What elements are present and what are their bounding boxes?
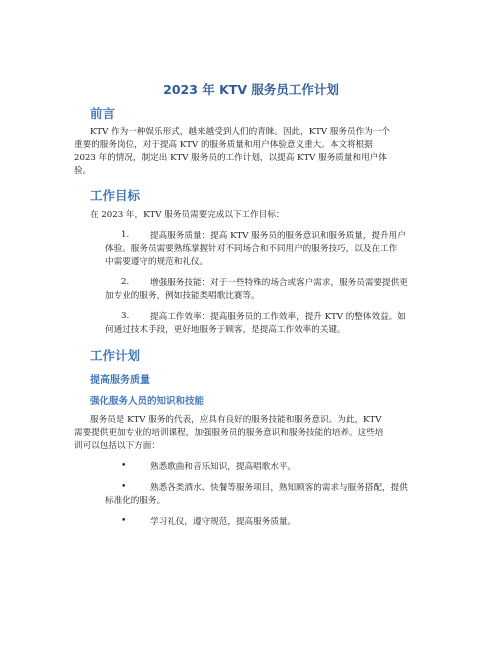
goal-number: 2. <box>121 277 130 287</box>
bullet-line: 熟悉歌曲和音乐知识，提高唱歌水平。 <box>150 462 297 472</box>
subsubsection-heading: 强化服务人员的知识和技能 <box>90 396 205 407</box>
section-heading-goals: 工作目标 <box>90 188 141 203</box>
subsection-heading: 提高服务质量 <box>90 375 150 386</box>
bullet-line: 学习礼仪，遵守规范，提高服务质量。 <box>150 517 297 527</box>
goal-line: 何通过技术手段，更好地服务于顾客，是提高工作效率的关键。 <box>105 325 346 335</box>
intro-line: 验。 <box>74 166 92 176</box>
intro-line: 重要的服务岗位，对于提高 KTV 的服务质量和用户体验意义重大。本文将根据 <box>74 140 373 150</box>
section-heading-plan: 工作计划 <box>90 348 141 363</box>
goal-line: 增强服务技能：对于一些特殊的场合或客户需求，服务员需要提供更 <box>150 278 408 288</box>
goal-line: 提高服务质量：提高 KTV 服务员的服务意识和服务质量，提升用户 <box>150 231 406 241</box>
goal-number: 3. <box>121 311 130 321</box>
goals-lead: 在 2023 年，KTV 服务员需要完成以下工作目标： <box>90 210 285 220</box>
bullet-icon: • <box>121 461 127 471</box>
section-heading-intro: 前言 <box>90 106 116 121</box>
bullet-icon: • <box>121 516 127 526</box>
plan-paragraph-line: 需要提供更加专业的培训课程，加强服务员的服务意识和服务技能的培养。这些培 <box>74 428 384 438</box>
intro-line: KTV 作为一种娱乐形式，越来越受到人们的青睐。因此，KTV 服务员作为一个 <box>90 127 390 137</box>
bullet-icon: • <box>121 482 127 492</box>
plan-paragraph-line: 服务员是 KTV 服务的代表，应具有良好的服务技能和服务意识。为此，KTV <box>90 415 382 425</box>
goal-line: 提高工作效率：提高服务员的工作效率，提升 KTV 的整体效益。如 <box>150 312 406 322</box>
intro-line: 2023 年的情况，制定出 KTV 服务员的工作计划，以提高 KTV 服务质量和用户体 <box>74 153 387 163</box>
bullet-line: 熟悉各类酒水、快餐等服务项目，熟知顾客的需求与服务搭配，提供 <box>150 483 408 493</box>
goal-line: 加专业的服务，例如技能类唱歌比赛等。 <box>105 291 260 301</box>
document-title: 2023 年 KTV 服务员工作计划 <box>163 82 339 97</box>
goal-number: 1. <box>121 230 130 240</box>
goal-line: 体验。服务员需要熟练掌握针对不同场合和不同用户的服务技巧，以及在工作 <box>105 244 398 254</box>
goal-line: 中需要遵守的规范和礼仪。 <box>105 257 209 267</box>
plan-paragraph-line: 训可以包括以下方面： <box>74 441 160 451</box>
bullet-line: 标准化的服务。 <box>105 496 166 506</box>
